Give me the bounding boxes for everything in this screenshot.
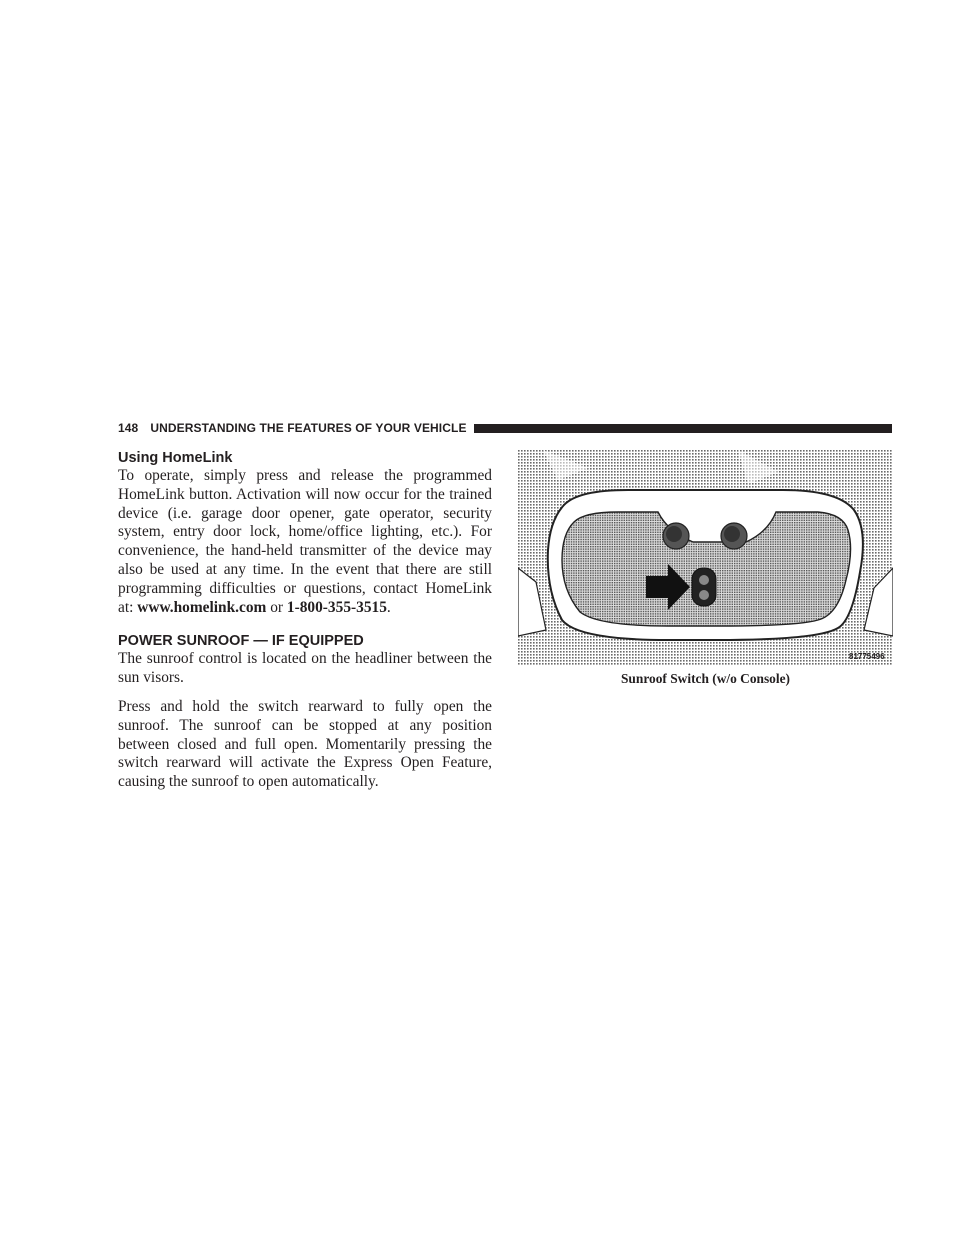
page-number: 148 bbox=[118, 421, 139, 435]
homelink-paragraph bbox=[118, 467, 492, 617]
sunroof-switch-illustration bbox=[518, 450, 893, 665]
homelink-heading: Using HomeLink bbox=[118, 450, 233, 466]
figure-caption: Sunroof Switch (w/o Console) bbox=[620, 671, 790, 686]
figure-code: 81775496 bbox=[849, 652, 885, 661]
page-header bbox=[118, 419, 892, 437]
sunroof-heading: POWER SUNROOF — IF EQUIPPED bbox=[118, 633, 364, 650]
or-text: or bbox=[266, 598, 287, 616]
running-title: UNDERSTANDING THE FEATURES OF YOUR VEHICLE bbox=[150, 421, 467, 435]
period: . bbox=[386, 598, 391, 616]
homelink-phone: 1-800-355-3515 bbox=[286, 598, 387, 616]
header-rule bbox=[474, 424, 892, 433]
sunroof-switch-figure bbox=[518, 450, 893, 665]
sunroof-paragraph-2: Press and hold the switch rearward to fully open the sunroof. The sunroof can be stopped at any position between closed and full open. Momentarily pressing the switch rearward will activate the Express Open Feature, causing the sunroof to open automatically. bbox=[118, 697, 492, 791]
sunroof-paragraph-1: The sunroof control is located on the headliner between the sun visors. bbox=[118, 650, 492, 687]
left-column bbox=[118, 449, 492, 792]
homelink-website: www.homelink.com bbox=[137, 598, 267, 616]
homelink-text: To operate, simply press and release the programmed HomeLink button. Activation will now occur for the trained device (i.e. garage door opener, gate operator, security system, entry door lock, home/office lighting, etc.). For convenience, the hand-held transmitter of the device may also be used at any time. In the event that there are still programming difficulties or questions, contact HomeLink at: bbox=[118, 467, 492, 616]
